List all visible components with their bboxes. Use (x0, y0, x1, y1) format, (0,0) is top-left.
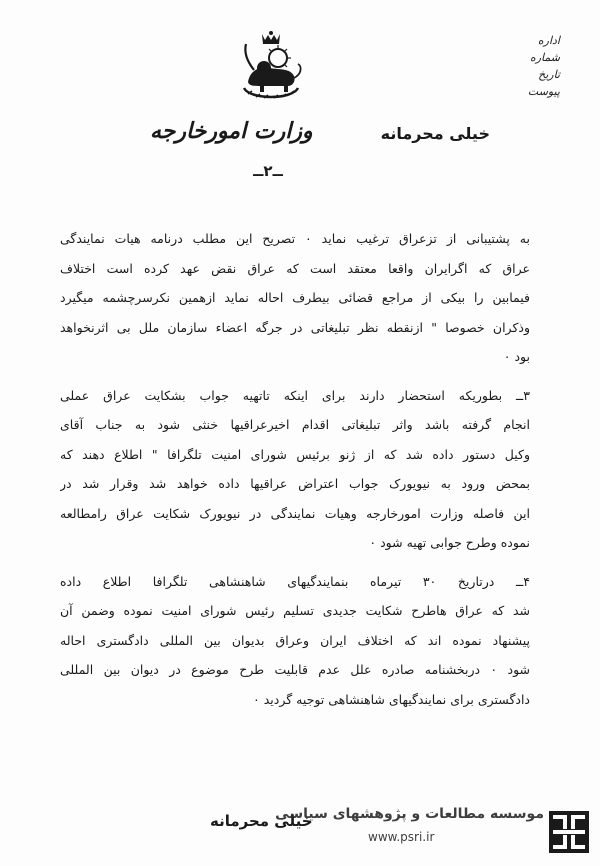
text-line: به پشتیبانی از تزعراق ترغیب نماید ۰ تصریح این مطلب درنامه هیات نمایندگی (60, 231, 530, 246)
text-line: پیشنهاد نموده اند که اختلاف ایران وعراق بدیوان بین المللی دادگستری احاله (60, 632, 530, 648)
field-office-label: اداره (537, 34, 560, 47)
text-line: عراق که اگرایران واقعا معتقد است که عراق نقض عهد کرده است اختلاف (60, 260, 530, 276)
text-line: وکیل دستور داده شد که از ژنو برئیس شورای امنیت تلگرافا " اطلاع دهند که (60, 446, 530, 462)
letter-body (60, 224, 530, 714)
field-date-label: تاریخ (538, 68, 560, 81)
institute-logo-icon (548, 810, 590, 854)
text-line: بود ۰ (503, 349, 530, 364)
text-line: انجام گرفته باشد واثر تبلیغاتی اقدام اخیرعراقیها خنثی شود به جناب آقای (60, 417, 530, 432)
ministry-title: وزارت امورخارجه (150, 118, 313, 144)
page-number: ــ۲ــ (253, 162, 283, 180)
lion-and-sun-emblem-icon (234, 30, 308, 102)
paragraph-3 (60, 381, 530, 558)
classification-label: خیلی محرمانه (380, 124, 490, 143)
text-line: ۳ــ بطوریکه استحضار دارند برای اینکه تاتهیه جواب بشکایت عراق عملی (60, 387, 530, 403)
text-line: وذکران خصوصا " ازنقطه نظر تبلیغاتی در جرگه اعضاء سازمان ملل بی اثرنخواهد (60, 319, 530, 335)
watermark-name: موسسه مطالعات و پژوهشهای سیاسی (275, 806, 544, 822)
text-line: این فاصله وزارت امورخارجه وهیات نمایندگی در نیویورک شکایت عراق رامطالعه (60, 505, 530, 521)
field-attachment-label: پیوست (527, 85, 560, 98)
text-line: نموده وطرح جوابی تهیه شود ۰ (369, 535, 530, 550)
text-line: شد که عراق هاطرح شکایت جدیدی تسلیم رئیس شورای امنیت نموده وضمن آن (60, 603, 530, 618)
text-line: شود ۰ دربخشنامه صادره علل عدم قابلیت طرح موضوع در دیوان بین المللی (60, 662, 530, 677)
field-number-label: شماره (529, 51, 560, 64)
paragraph-4 (60, 567, 530, 715)
text-line: ۴ــ درتاریخ ۳۰ تیرماه بنمایندگیهای شاهنشاهی تلگرافا اطلاع داده (60, 573, 530, 589)
footer-classification-label: خیلی محرمانه (210, 812, 313, 830)
institute-watermark (275, 806, 544, 844)
letterhead (150, 118, 490, 152)
text-line: فیمابین را بیکی از مراجع قضائی بیطرف احاله نماید ازهمین نکرسرچشمه میگیرد (60, 290, 530, 305)
text-line: بمحض ورود به نیویورک جواب اعتراض عراقیها داده خواهد شد وقرار شد در (60, 476, 530, 491)
paragraph-1 (60, 224, 530, 372)
letterhead-side-fields (520, 32, 560, 100)
text-line: دادگستری برای نمایندگیهای شاهنشاهی توجیه گردید ۰ (253, 691, 530, 707)
watermark-url: www.psri.ir (368, 830, 435, 844)
